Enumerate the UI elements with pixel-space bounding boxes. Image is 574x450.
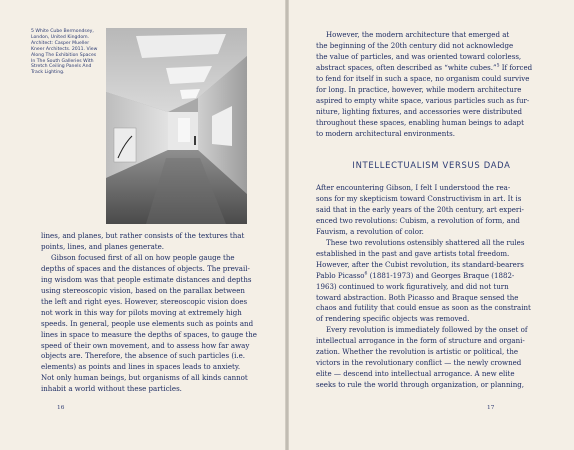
caption-line: London, United Kingdom. — [31, 34, 90, 40]
text-line: victors in the revolutionary conflict — the newly crowned — [316, 358, 522, 368]
caption-line: Architect: Casper Mueller — [31, 40, 90, 46]
text-line: depths of spaces and the distances of objects. The prevail- — [41, 263, 250, 273]
text-fragment: abstract spaces, often described as “white cubes.” — [316, 62, 497, 72]
text-line: speed of their own movement, and to assess how far away — [41, 340, 250, 350]
right-page — [289, 0, 574, 450]
text-line: speeds. In general, people use elements such as points and — [41, 318, 254, 328]
text-line: Every revolution is immediately followed by the onset of — [326, 325, 528, 335]
text-line: These two revolutions ostensibly shattered all the rules — [326, 237, 525, 247]
photo-caption — [31, 29, 98, 76]
caption-line: Along The Exhibition Spaces — [31, 52, 97, 58]
text-line: However, the modern architecture that emerged at — [326, 30, 510, 39]
text-line — [316, 63, 562, 74]
text-line: aspired to empty white space, various particles such as fur- — [316, 95, 530, 105]
right-body-text — [316, 183, 562, 391]
text-line: of rendering specific objects was removed. — [316, 314, 470, 324]
text-line: lines in space to measure the depths of spaces, to gauge the — [41, 329, 257, 339]
text-line: objects are. Therefore, the absence of such particles (i.e. — [41, 351, 245, 361]
text-line: using stereoscopic vision, based on the parallax between — [41, 285, 245, 295]
text-line: toward abstraction. Both Picasso and Braque sensed the — [316, 292, 519, 302]
text-line: chaos and futility that could ensue as soon as the constraint — [316, 303, 531, 313]
text-line: However, after the Cubist revolution, its standard-bearers — [316, 259, 524, 269]
text-line: Fauvism, a revolution of color. — [316, 226, 424, 236]
text-fragment: (1881-1973) and Georges Braque (1882- — [367, 270, 515, 280]
text-line: to fend for itself in such a space, no organism could survive — [316, 73, 530, 83]
text-line: seeks to rule the world through organization, or planning, — [316, 380, 525, 390]
text-line: inhabit a world without these particles. — [41, 384, 182, 394]
text-line: ing wisdom was that people estimate distances and depths — [41, 274, 252, 284]
page-number: 17 — [487, 405, 495, 411]
text-line: not work in this way for pilots moving at extremely high — [41, 307, 242, 317]
text-line: 1963) continued to work figuratively, and did not turn — [316, 281, 509, 291]
text-line: established in the past and gave artists total freedom. — [316, 248, 510, 258]
text-line: said that in the early years of the 20th century, art experi- — [316, 204, 524, 214]
text-line: niture, lighting fixtures, and accessories were distributed — [316, 106, 523, 116]
text-line: intellectual arrogance in the form of structure and organi- — [316, 336, 525, 346]
caption-line: Stretch Ceiling Panels And — [31, 64, 92, 70]
caption-line: Track Lighting. — [31, 70, 65, 76]
text-line: sons for my skepticism toward Constructivism in art. It is — [316, 193, 522, 203]
page-number: 16 — [57, 405, 65, 411]
footnote-marker: 5 — [496, 63, 500, 69]
text-fragment: Pablo Picasso — [316, 270, 365, 280]
text-line: Gibson focused first of all on how people gauge the — [51, 252, 235, 262]
caption-line: 5 White Cube Bermondsey, — [31, 29, 94, 34]
text-line: lines, and planes, but rather consists of the textures that — [41, 231, 245, 240]
left-body-text — [41, 231, 286, 395]
text-fragment: If forced — [499, 62, 533, 72]
text-line: elite — descend into intellectual arrogance. A new elite — [316, 369, 515, 379]
gallery-photo — [106, 28, 247, 224]
text-line: points, lines, and planes generate. — [41, 241, 165, 251]
text-line: the value of particles, and was oriented toward colorless, — [316, 51, 522, 61]
text-line: the left and right eyes. However, stereoscopic vision does — [41, 296, 248, 306]
text-line: zation. Whether the revolution is artistic or political, the — [316, 347, 519, 357]
text-line: elements) as points and lines in spaces leads to anxiety. — [41, 362, 241, 372]
footnote-marker: 6 — [364, 271, 368, 277]
caption-line: Kneer Architects. 2011. View — [31, 46, 98, 52]
section-heading: INTELLECTUALISM VERSUS DADA — [352, 160, 511, 170]
text-line: throughout these spaces, enabling human beings to adapt — [316, 117, 524, 127]
caption-line: In The South Galleries With — [31, 58, 94, 64]
text-line: After encountering Gibson, I felt I understood the rea- — [316, 183, 511, 192]
right-intro-text — [316, 30, 562, 140]
text-line: for long. In practice, however, while modern architecture — [316, 84, 522, 94]
text-line: to modern architectural environments. — [316, 128, 455, 138]
text-line: Not only human beings, but organisms of all kinds cannot — [41, 373, 248, 383]
text-line — [316, 271, 562, 282]
text-line: the beginning of the 20th century did not acknowledge — [316, 40, 514, 50]
text-line: enced two revolutions: Cubism, a revolution of form, and — [316, 215, 520, 225]
left-page — [0, 0, 285, 450]
